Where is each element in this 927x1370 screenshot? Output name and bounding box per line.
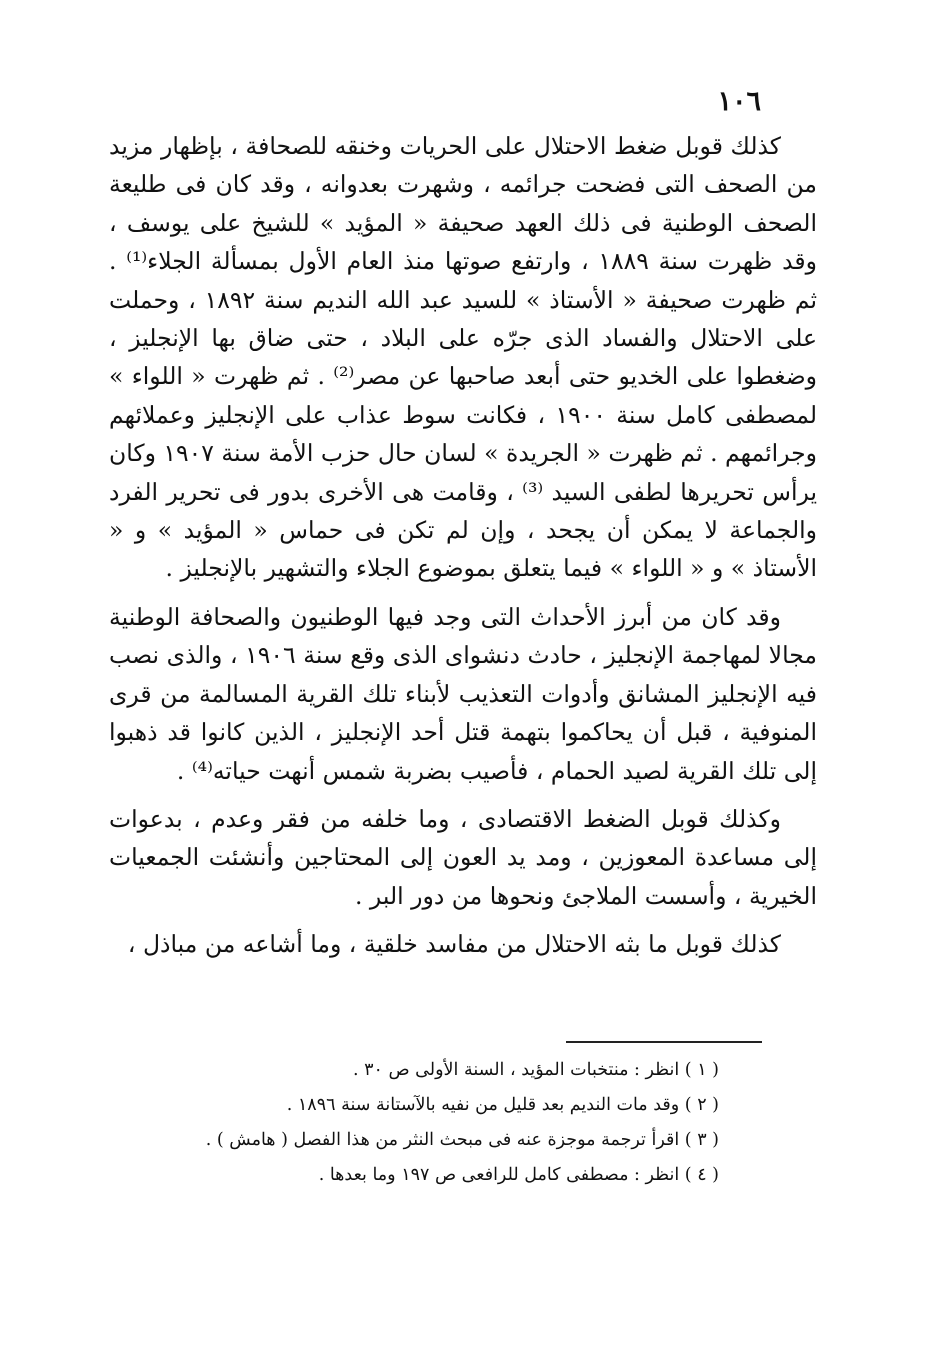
paragraph-morals: كذلك قوبل ما بثه الاحتلال من مفاسد خلقية ، وما أشاعه من مباذل ،: [127, 930, 781, 959]
paragraph-economic: وكذلك قوبل الضغط الاقتصادى ، وما خلفه من فقر وعدم ، بدعوات إلى مساعدة المعوزين ، ومد يد العون إلى المحتاجين وأنشئت الجمعيات الخيرية ، وأسست الملاجئ ونحوها من دور البر .: [109, 804, 817, 910]
footnote-2: ( ٢ ) وقد مات النديم بعد قليل من نفيه بالآستانة سنة ١٨٩٦ .: [286, 1095, 719, 1115]
footnotes: [199, 1053, 719, 1193]
footnote-divider: [566, 1041, 762, 1043]
page-number: ١٠٦: [717, 86, 761, 117]
footnote-3: ( ٣ ) اقرأ ترجمة موجزة عنه فى مبحث النثر من هذا الفصل ( هامش ) .: [205, 1130, 719, 1150]
paragraph-denshway: وقد كان من أبرز الأحداث التى وجد فيها الوطنيون والصحافة الوطنية مجالا لمهاجمة الإنجليز ، حادث دنشواى الذى وقع سنة ١٩٠٦ ، والذى نصب فيه الإنجليز المشانق وأدوات التعذيب لأبناء تلك القرية المسالمة من قرى المنوفية ، قبل أن يحاكموا بتهمة قتل أحد الإنجليز ، الذين كانوا قد ذهبوا إلى تلك القرية لصيد الحمام ، فأصيب بضربة شمس أنهت حياته⁽⁴⁾ .: [109, 602, 817, 785]
body-text: [109, 127, 817, 964]
footnote-4: ( ٤ ) انظر : مصطفى كامل للرافعى ص ١٩٧ وما بعدها .: [318, 1165, 719, 1185]
paragraph-press: كذلك قوبل ضغط الاحتلال على الحريات وخنقه للصحافة ، بإظهار مزيد من الصحف التى فضحت جرائمه ، وشهرت بعدوانه ، وقد كان فى طليعة الصحف الوطنية فى ذلك العهد صحيفة « المؤيد » للشيخ على يوسف ، وقد ظهرت سنة ١٨٨٩ ، وارتفع صوتها منذ العام الأول بمسألة الجلاء⁽¹⁾ . ثم ظهرت صحيفة « الأستاذ » للسيد عبد الله النديم سنة ١٨٩٢ ، وحملت على الاحتلال والفساد الذى جرّه على البلاد ، حتى ضاق بها الإنجليز ، وضغطوا على الخديو حتى أبعد صاحبها عن مصر⁽²⁾ . ثم ظهرت « اللواء » لمصطفى كامل سنة ١٩٠٠ ، فكانت سوط عذاب على الإنجليز وعملائهم وجرائمهم . ثم ظهرت « الجريدة » لسان حال حزب الأمة سنة ١٩٠٧ وكان يرأس تحريرها لطفى السيد ⁽³⁾ ، وقامت هى الأخرى بدور فى تحرير الفرد والجماعة لا يمكن أن يجحد ، وإن لم تكن فى حماس « المؤيد » و « الأستاذ » و « اللواء » فيما يتعلق بموضوع الجلاء والتشهير بالإنجليز .: [108, 132, 818, 583]
footnote-1: ( ١ ) انظر : منتخبات المؤيد ، السنة الأولى ص ٣٠ .: [352, 1060, 719, 1080]
